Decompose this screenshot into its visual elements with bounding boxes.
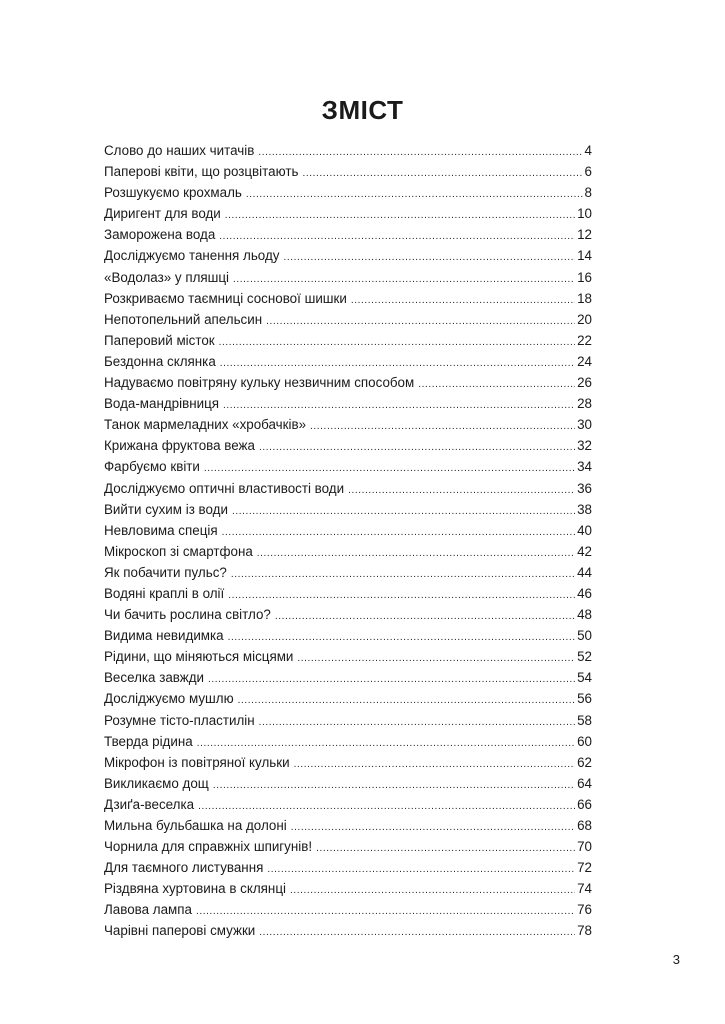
toc-entry-title: Невловима спеція [104, 522, 218, 538]
toc-entry-page: 44 [577, 564, 592, 580]
toc-entry-page: 32 [577, 438, 592, 454]
toc-dot-leader [232, 501, 575, 522]
toc-dot-leader [231, 564, 575, 585]
toc-entry [104, 520, 592, 541]
toc-entry [104, 688, 592, 709]
toc-entry-title: Непотопельний апельсин [104, 311, 263, 327]
toc-entry-title: Дзиґа-веселка [104, 796, 195, 812]
toc-entry-page: 8 [584, 185, 592, 201]
toc-entry [104, 351, 592, 372]
toc-dot-leader [259, 922, 575, 943]
toc-entry [104, 625, 592, 646]
toc-entry-page: 42 [577, 543, 592, 559]
toc-entry-title: «Водолаз» у пляшці [104, 269, 230, 285]
toc-entry-page: 72 [577, 860, 592, 876]
toc-entry [104, 393, 592, 414]
toc-entry [104, 562, 592, 583]
toc-entry-title: Мікрофон із повітряної кульки [104, 754, 290, 770]
toc-entry-title: Лавова лампа [104, 902, 192, 918]
toc-entry-page: 14 [577, 248, 592, 264]
toc-entry [104, 414, 592, 435]
toc-dot-leader [275, 606, 575, 627]
toc-entry-page: 24 [577, 353, 592, 369]
toc-dot-leader [213, 775, 575, 796]
toc-entry-page: 76 [577, 902, 592, 918]
toc-entry [104, 161, 592, 182]
toc-entry-page: 30 [577, 417, 592, 433]
toc-entry [104, 710, 592, 731]
toc-dot-leader [266, 311, 575, 332]
toc-entry-page: 62 [577, 754, 592, 770]
toc-entry [104, 878, 592, 899]
toc-entry-page: 28 [577, 396, 592, 412]
toc-entry [104, 604, 592, 625]
toc-entry-title: Рідини, що міняються місцями [104, 649, 294, 665]
toc-entry-title: Вийти сухим із води [104, 501, 228, 517]
toc-dot-leader [196, 901, 575, 922]
toc-entry-title: Танок мармеладних «хробачків» [104, 417, 307, 433]
toc-entry-title: Паперовий місток [104, 332, 215, 348]
toc-entry-page: 52 [577, 649, 592, 665]
toc-entry [104, 499, 592, 520]
toc-entry [104, 731, 592, 752]
toc-dot-leader [291, 817, 575, 838]
toc-entry [104, 920, 592, 941]
toc-dot-leader [302, 163, 582, 184]
toc-entry-page: 46 [577, 585, 592, 601]
toc-dot-leader [222, 522, 576, 543]
toc-entry-page: 40 [577, 522, 592, 538]
toc-entry [104, 583, 592, 604]
toc-entry-title: Розкриваємо таємниці соснової шишки [104, 290, 347, 306]
toc-entry-page: 26 [577, 375, 592, 391]
toc-entry [104, 794, 592, 815]
toc-dot-leader [219, 332, 575, 353]
toc-entry-page: 36 [577, 480, 592, 496]
toc-dot-leader [219, 226, 575, 247]
toc-entry-title: Надуваємо повітряну кульку незвичним способом [104, 375, 415, 391]
toc-entry-title: Досліджуємо оптичні властивості води [104, 480, 345, 496]
toc-entry-title: Веселка завжди [104, 670, 205, 686]
toc-entry [104, 182, 592, 203]
toc-entry-title: Для таємного листування [104, 860, 264, 876]
toc-entry-page: 54 [577, 670, 592, 686]
toc-entry-title: Чарівні паперові смужки [104, 923, 256, 939]
toc-dot-leader [228, 627, 575, 648]
toc-entry [104, 752, 592, 773]
toc-entry-title: Тверда рідина [104, 733, 193, 749]
toc-entry-title: Вода-мандрівниця [104, 396, 219, 412]
toc-dot-leader [348, 480, 575, 501]
toc-entry-title: Чи бачить рослина світло? [104, 607, 271, 623]
toc-entry [104, 203, 592, 224]
toc-dot-leader [198, 796, 575, 817]
toc-entry [104, 288, 592, 309]
toc-entry [104, 815, 592, 836]
toc-dot-leader [418, 374, 575, 395]
toc-entry [104, 836, 592, 857]
toc-dot-leader [258, 142, 582, 163]
toc-entry-title: Як побачити пульс? [104, 564, 227, 580]
toc-entry [104, 456, 592, 477]
toc-entry [104, 773, 592, 794]
toc-dot-leader [208, 669, 575, 690]
toc-entry-page: 70 [577, 839, 592, 855]
toc-entry-title: Видима невидимка [104, 628, 224, 644]
toc-entry-page: 48 [577, 607, 592, 623]
toc-dot-leader [197, 733, 575, 754]
toc-dot-leader [259, 437, 575, 458]
toc-entry-page: 50 [577, 628, 592, 644]
toc-entry-title: Слово до наших читачів [104, 143, 255, 158]
toc-entry-page: 68 [577, 818, 592, 833]
toc-entry-page: 66 [577, 796, 592, 812]
toc-dot-leader [294, 754, 576, 775]
toc-entry-page: 6 [584, 164, 592, 180]
toc-entry [104, 267, 592, 288]
toc-entry-title: Мікроскоп зі смартфона [104, 543, 253, 559]
toc-entry-page: 74 [577, 881, 592, 897]
toc-entry-page: 18 [577, 290, 592, 306]
toc-entry [104, 435, 592, 456]
toc-dot-leader [351, 290, 575, 311]
toc-dot-leader [223, 395, 575, 416]
toc-dot-leader [238, 690, 575, 711]
toc-entry-title: Заморожена вода [104, 227, 216, 243]
toc-dot-leader [316, 838, 575, 859]
toc-dot-leader [204, 458, 575, 479]
toc-entry-page: 60 [577, 733, 592, 749]
toc-entry-title: Крижана фруктова вежа [104, 438, 255, 454]
toc-entry-title: Мильна бульбашка на долоні [104, 818, 287, 833]
toc-entry [104, 899, 592, 920]
toc-entry-title: Чорнила для справжніх шпигунів! [104, 839, 313, 855]
toc-entry-page: 56 [577, 691, 592, 707]
toc-dot-leader [297, 648, 575, 669]
toc-entry [104, 372, 592, 393]
toc-entry-title: Фарбуємо квіти [104, 459, 200, 475]
toc-entry-title: Паперові квіти, що розцвітають [104, 164, 299, 180]
toc-dot-leader [225, 205, 575, 226]
toc-entry-page: 78 [577, 923, 592, 939]
toc-entry-title: Водяні краплі в олії [104, 585, 225, 601]
toc-dot-leader [246, 184, 583, 205]
toc-entry-page: 20 [577, 311, 592, 327]
toc-entry-page: 38 [577, 501, 592, 517]
toc-entry-title: Різдвяна хуртовина в склянці [104, 881, 286, 897]
toc-entry [104, 478, 592, 499]
toc-entry-title: Досліджуємо танення льоду [104, 248, 280, 264]
toc-entry [104, 646, 592, 667]
toc-entry-title: Диригент для води [104, 206, 221, 222]
toc-dot-leader [220, 353, 575, 374]
toc-entry-page: 10 [577, 206, 592, 222]
toc-dot-leader [290, 880, 575, 901]
toc-entry-page: 4 [584, 143, 592, 158]
toc-entry-title: Розумне тісто-пластилін [104, 712, 255, 728]
toc-entry-title: Бездонна склянка [104, 353, 216, 369]
toc-entry-page: 34 [577, 459, 592, 475]
toc-entry [104, 667, 592, 688]
toc-entry-page: 12 [577, 227, 592, 243]
toc-entry [104, 541, 592, 562]
toc-entry-page: 64 [577, 775, 592, 791]
toc-dot-leader [257, 543, 575, 564]
toc-entry-page: 16 [577, 269, 592, 285]
toc-dot-leader [283, 247, 575, 268]
toc-dot-leader [310, 416, 575, 437]
toc-entry [104, 140, 592, 161]
toc-entry [104, 857, 592, 878]
toc-entry [104, 245, 592, 266]
table-of-contents [104, 140, 592, 942]
toc-entry [104, 309, 592, 330]
toc-dot-leader [259, 712, 575, 733]
toc-entry-title: Розшукуємо крохмаль [104, 185, 242, 201]
toc-entry [104, 224, 592, 245]
toc-entry-title: Досліджуємо мушлю [104, 691, 234, 707]
toc-entry-page: 22 [577, 332, 592, 348]
toc-entry [104, 330, 592, 351]
toc-dot-leader [228, 585, 575, 606]
page-title: ЗМІСТ [321, 95, 404, 125]
toc-entry-page: 58 [577, 712, 592, 728]
toc-entry-title: Викликаємо дощ [104, 775, 209, 791]
toc-dot-leader [233, 269, 575, 290]
toc-dot-leader [267, 859, 575, 880]
page-number: 3 [672, 952, 680, 967]
